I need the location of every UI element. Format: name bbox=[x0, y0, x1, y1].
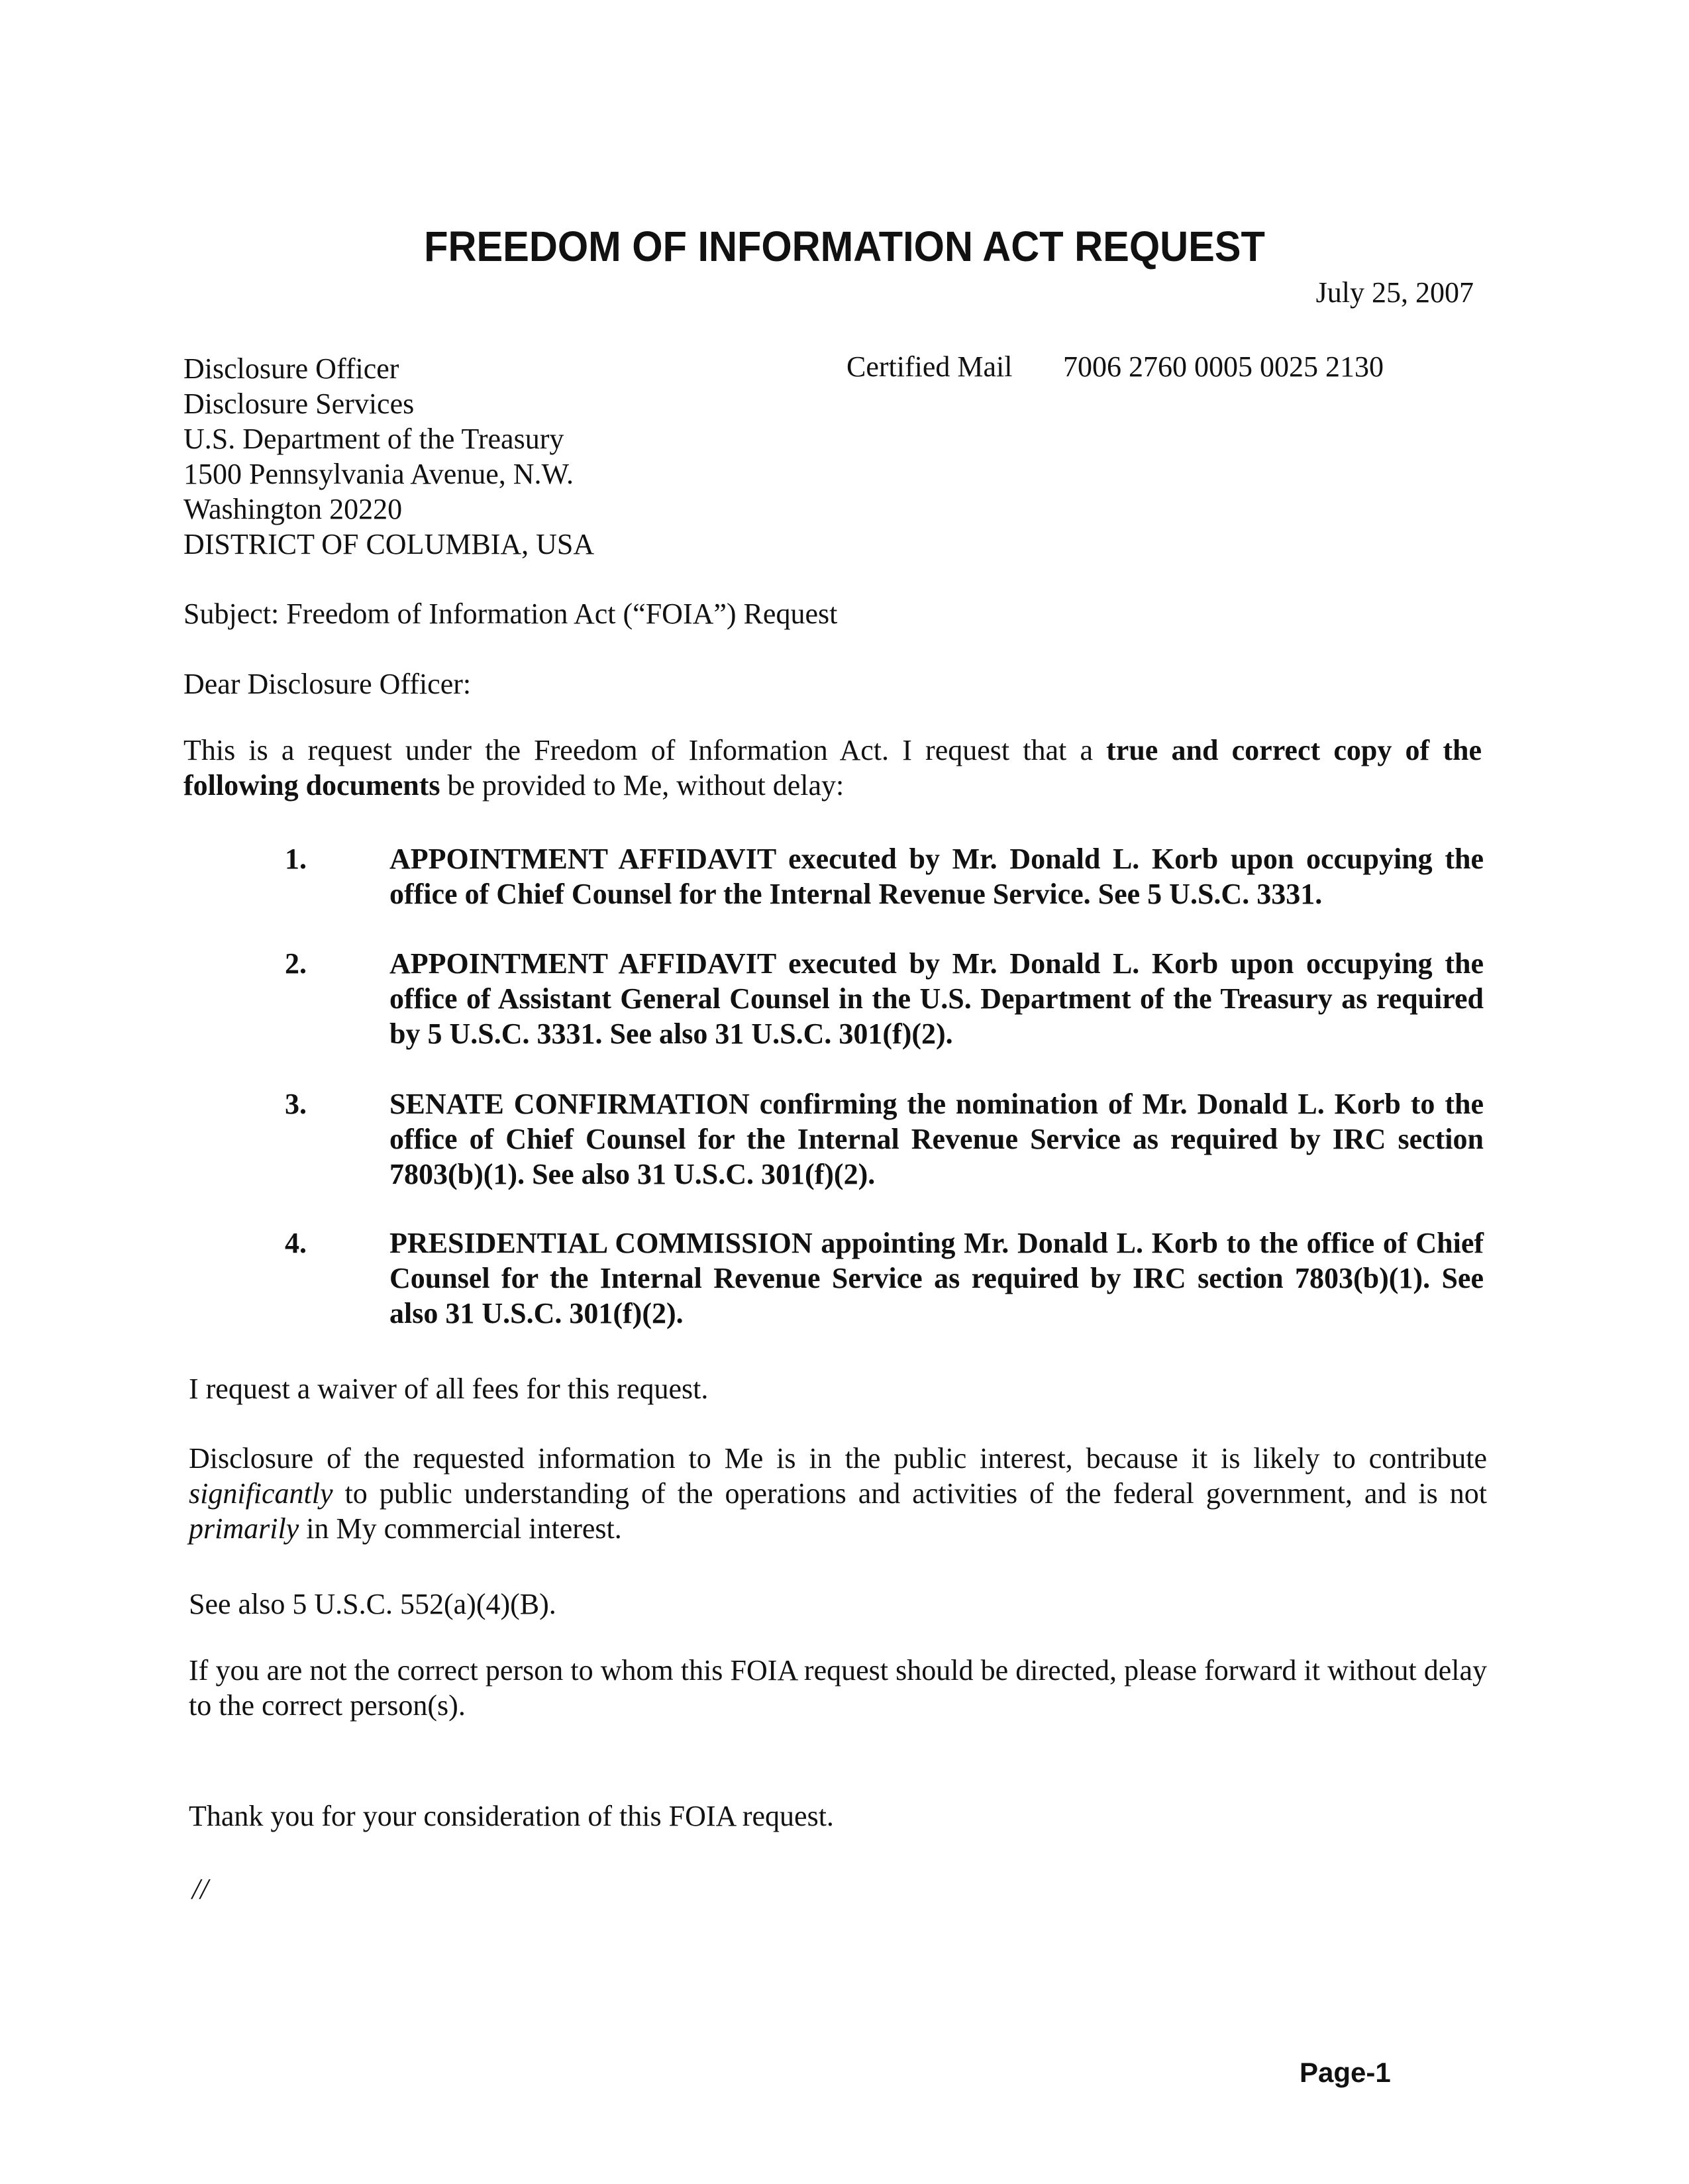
address-line: Disclosure Services bbox=[183, 388, 415, 420]
intro-text: This is a request under the Freedom of Information Act. I request that a bbox=[183, 734, 1107, 766]
thanks-paragraph: Thank you for your consideration of this FOIA request. bbox=[189, 1800, 834, 1832]
emphasis-text: primarily bbox=[189, 1512, 299, 1545]
see-also-citation: See also 5 U.S.C. 552(a)(4)(B). bbox=[189, 1588, 556, 1620]
address-line: 1500 Pennsylvania Avenue, N.W. bbox=[183, 458, 574, 490]
salutation: Dear Disclosure Officer: bbox=[183, 668, 472, 700]
public-interest-paragraph bbox=[189, 1441, 1487, 1546]
address-line: Washington 20220 bbox=[183, 493, 403, 525]
public-interest-text: Disclosure of the requested information to Me is in the public interest, because it is likely to contribute bbox=[189, 1442, 1487, 1475]
recipient-address bbox=[183, 351, 594, 562]
address-line: U.S. Department of the Treasury bbox=[183, 423, 564, 455]
intro-text-end: be provided to Me, without delay: bbox=[440, 769, 844, 802]
page-number: Page-1 bbox=[1300, 2057, 1391, 2088]
fee-waiver-paragraph: I request a waiver of all fees for this request. bbox=[189, 1373, 709, 1405]
certified-mail-label: Certified Mail bbox=[846, 350, 1013, 383]
item-number: 2. bbox=[285, 947, 307, 980]
letter-date: July 25, 2007 bbox=[1315, 276, 1474, 309]
certified-mail-number: 7006 2760 0005 0025 2130 bbox=[1063, 350, 1384, 383]
forwarding-paragraph: If you are not the correct person to whom this FOIA request should be directed, please forward it without delay to the correct person(s). bbox=[189, 1654, 1487, 1722]
address-line: Disclosure Officer bbox=[183, 352, 399, 385]
item-number: 3. bbox=[285, 1088, 307, 1120]
emphasis-text: significantly bbox=[189, 1477, 333, 1510]
closing-mark: // bbox=[192, 1873, 209, 1905]
intro-paragraph bbox=[183, 733, 1482, 803]
address-line: DISTRICT OF COLUMBIA, USA bbox=[183, 528, 595, 560]
document-title: FREEDOM OF INFORMATION ACT REQUEST bbox=[424, 222, 1265, 270]
item-number: 1. bbox=[285, 843, 307, 875]
certified-mail bbox=[846, 349, 1384, 384]
intro-bold-text: true and correct copy of the following documents bbox=[183, 734, 1482, 802]
public-interest-text: in My commercial interest. bbox=[299, 1512, 622, 1545]
item-text: PRESIDENTIAL COMMISSION appointing Mr. Donald L. Korb to the office of Chief Counsel for the Internal Revenue Service as required by IRC section 7803(b)(1). See also 31 U.S.C. 301(f)(2). bbox=[389, 1227, 1484, 1329]
item-text: APPOINTMENT AFFIDAVIT executed by Mr. Donald L. Korb upon occupying the office of Chief Counsel for the Internal Revenue Service. See 5 U.S.C. 3331. bbox=[389, 843, 1484, 910]
item-text: APPOINTMENT AFFIDAVIT executed by Mr. Donald L. Korb upon occupying the office of Assistant General Counsel in the U.S. Department of the Treasury as required by 5 U.S.C. 3331. See also 31 U.S.C. 301(f)(2). bbox=[389, 947, 1484, 1050]
item-number: 4. bbox=[285, 1227, 307, 1259]
item-text: SENATE CONFIRMATION confirming the nomination of Mr. Donald L. Korb to the office of Chief Counsel for the Internal Revenue Service as required by IRC section 7803(b)(1). See also 31 U.S.C. 301(f)(2). bbox=[389, 1088, 1484, 1190]
public-interest-text: to public understanding of the operations and activities of the federal government, and is not bbox=[333, 1477, 1487, 1510]
subject-line: Subject: Freedom of Information Act (“FOIA”) Request bbox=[183, 598, 838, 630]
